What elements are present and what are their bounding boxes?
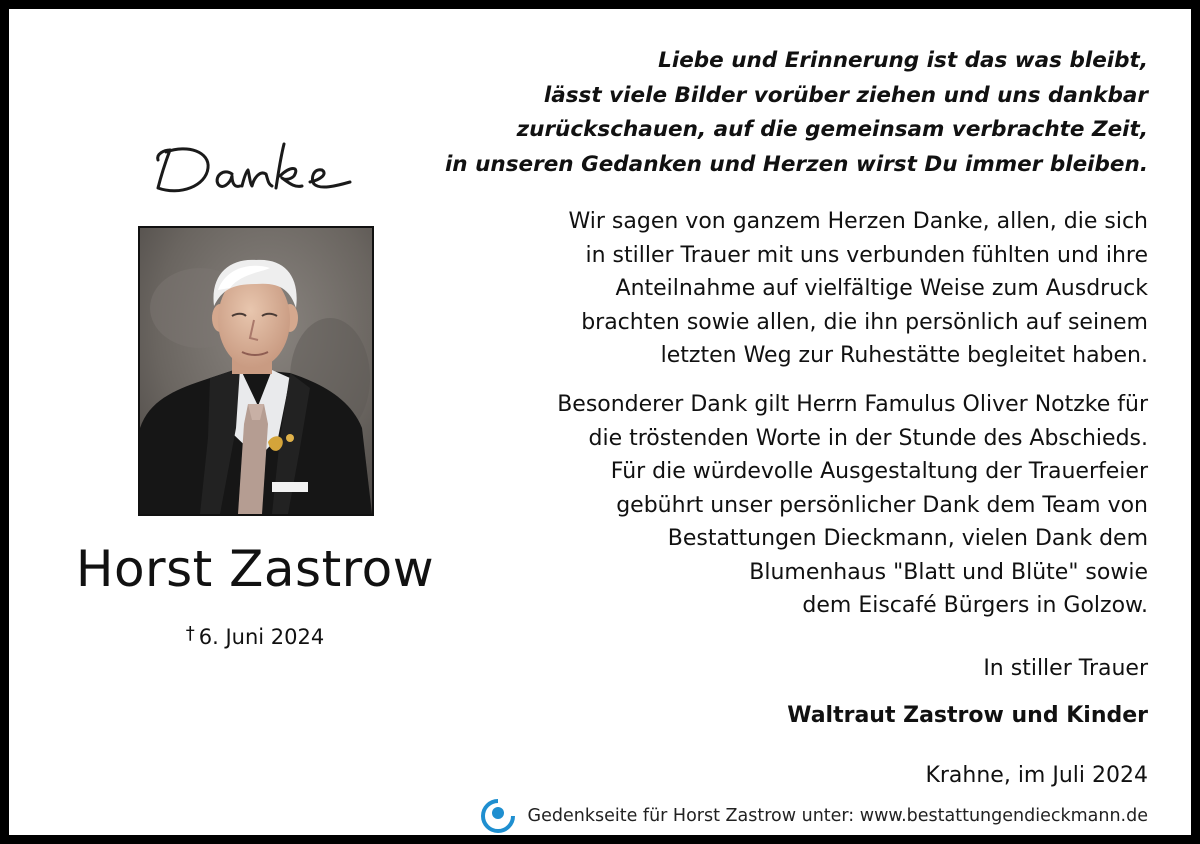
paragraph-line: Blumenhaus "Blatt und Blüte" sowie — [749, 559, 1148, 585]
paragraph-line: Für die würdevolle Ausgestaltung der Trauerfeier — [610, 459, 1148, 484]
memorial-poem — [428, 44, 1148, 182]
death-date: 6. Juni 2024 — [198, 625, 325, 649]
paragraph-line: Bestattungen Dieckmann, vielen Dank dem — [667, 526, 1148, 551]
memorial-page-footer — [480, 798, 1148, 834]
funeral-home-logo-icon — [480, 798, 516, 834]
poem-line: zurückschauen, auf die gemeinsam verbrachte Zeit, — [516, 117, 1148, 142]
paragraph-line: Wir sagen von ganzem Herzen Danke, allen, die sich — [568, 209, 1148, 234]
paragraph-line: die tröstenden Worte in der Stunde des Abschieds. — [588, 425, 1148, 451]
paragraph-line: brachten sowie allen, die ihn persönlich auf seinem — [581, 309, 1148, 335]
thanks-paragraph-1 — [468, 205, 1148, 373]
paragraph-line: dem Eiscafé Bürgers in Golzow. — [802, 593, 1148, 618]
paragraph-line: gebührt unser persönlicher Dank dem Team von — [616, 492, 1148, 518]
death-date-line — [50, 620, 460, 651]
signers: Waltraut Zastrow und Kinder — [787, 703, 1148, 728]
place-and-date: Krahne, im Juli 2024 — [925, 763, 1148, 788]
danke-script-heading — [150, 136, 365, 202]
memorial-page-link[interactable]: Gedenkseite für Horst Zastrow unter: www.bestattungendieckmann.de — [527, 806, 1148, 826]
poem-line: Liebe und Erinnerung ist das was bleibt, — [658, 48, 1148, 73]
paragraph-line: Anteilnahme auf vielfältige Weise zum Ausdruck — [615, 276, 1148, 301]
poem-line: lässt viele Bilder vorüber ziehen und uns dankbar — [543, 82, 1148, 108]
paragraph-line: Besonderer Dank gilt Herrn Famulus Oliver Notzke für — [557, 392, 1148, 417]
thanks-paragraph-2 — [468, 388, 1148, 623]
closing-phrase: In stiller Trauer — [983, 656, 1148, 681]
paragraph-line: in stiller Trauer mit uns verbunden fühlten und ihre — [585, 242, 1148, 268]
paragraph-line: letzten Weg zur Ruhestätte begleitet haben. — [660, 343, 1148, 368]
cross-symbol: † — [185, 623, 195, 644]
portrait-photo — [138, 226, 374, 516]
poem-line: in unseren Gedanken und Herzen wirst Du immer bleiben. — [444, 151, 1148, 177]
deceased-name: Horst Zastrow — [75, 540, 435, 598]
